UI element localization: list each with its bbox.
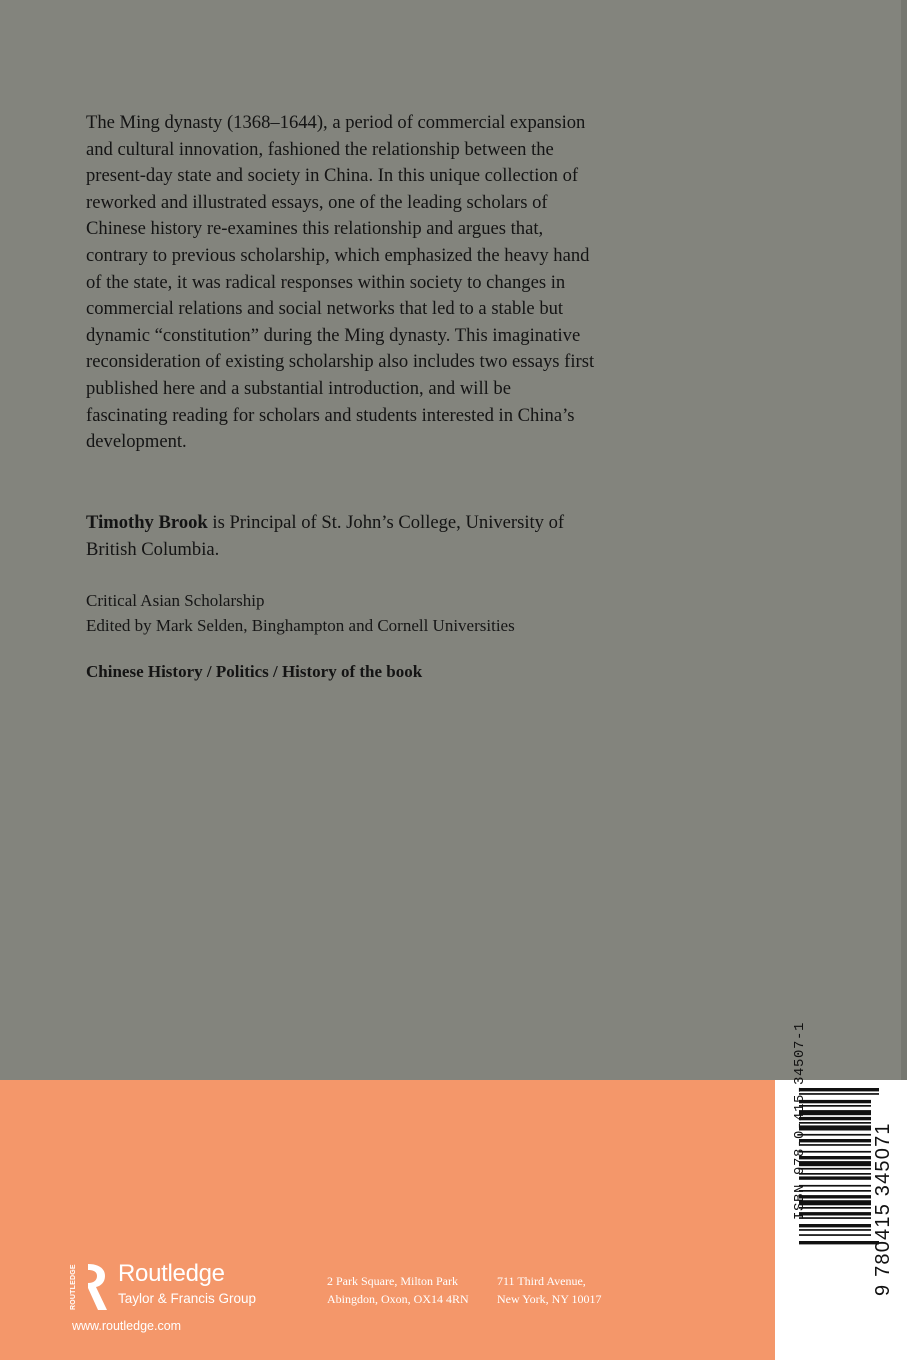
address-uk-line1: 2 Park Square, Milton Park [327, 1274, 458, 1288]
subject-categories: Chinese History / Politics / History of the book [86, 662, 423, 681]
barcode-bar [799, 1156, 871, 1159]
address-uk-line2: Abingdon, Oxon, OX14 4RN [327, 1291, 469, 1306]
barcode-bar [799, 1200, 871, 1205]
barcode-bar [799, 1234, 871, 1236]
author-bio-text: is Principal of St. John’s College, University of British Columbia. [86, 512, 565, 560]
publisher-website: www.routledge.com [72, 1319, 182, 1333]
barcode-bar [799, 1110, 871, 1115]
series-name: Critical Asian Scholarship [86, 591, 265, 610]
cover-edge-strip [901, 0, 907, 1080]
barcode-bar [799, 1100, 871, 1103]
barcode-digits: 9 780415 345071 [872, 1122, 894, 1296]
barcode-bar [799, 1229, 871, 1231]
barcode-bar [799, 1134, 871, 1136]
barcode-bar [799, 1125, 871, 1130]
barcode-bar [799, 1117, 871, 1120]
barcode-bar [799, 1151, 871, 1153]
author-bio [86, 510, 606, 563]
address-us [497, 1273, 602, 1308]
barcode-bar [799, 1139, 871, 1142]
barcode-bar [799, 1195, 871, 1198]
barcode-bar [799, 1144, 871, 1146]
publisher-group: Taylor & Francis Group [118, 1291, 257, 1306]
author-name: Timothy Brook [86, 512, 208, 533]
barcode-bar [799, 1185, 871, 1187]
logo-vertical-text: ROUTLEDGE [70, 1264, 77, 1310]
barcode-bar [799, 1093, 879, 1095]
barcode-bar [799, 1088, 879, 1091]
barcode-bar [799, 1190, 871, 1192]
address-us-line2: New York, NY 10017 [497, 1291, 602, 1306]
barcode-bar [799, 1176, 871, 1179]
address-us-line1: 711 Third Avenue, [497, 1274, 586, 1288]
publisher-name: Routledge [118, 1260, 225, 1287]
barcode-bar [799, 1122, 871, 1124]
book-description: The Ming dynasty (1368–1644), a period of commercial expansion and cultural innovation, fashioned the relationship between the present-day state and society in China. In this unique collection of reworked and illustrated essays, one of the leading scholars of Chinese history re-examines this relationship and argues that, contrary to previous scholarship, which emphasized the heavy hand of the state, it was radical responses within society to changes in commercial relations and social networks that led to a stable but dynamic “constitution” during the Ming dynasty. This imaginative reconsideration of existing scholarship also includes two essays first published here and a substantial introduction, and will be fascinating reading for scholars and students interested in China’s development. [86, 112, 595, 453]
barcode-bar [799, 1224, 871, 1227]
barcode-bar [799, 1241, 879, 1244]
series-info [86, 589, 646, 638]
barcode-bar [799, 1161, 871, 1166]
isbn-label: ISBN 978-0-415-34507-1 [792, 1021, 808, 1220]
barcode-bar [799, 1212, 871, 1215]
address-uk [327, 1273, 469, 1308]
barcode-bar [799, 1105, 871, 1107]
barcode-bar [799, 1207, 871, 1209]
barcode-bar [799, 1217, 871, 1219]
series-editor: Edited by Mark Selden, Binghampton and Cornell Universities [86, 615, 515, 635]
barcode-bar [799, 1173, 871, 1175]
barcode-bar [799, 1168, 871, 1170]
